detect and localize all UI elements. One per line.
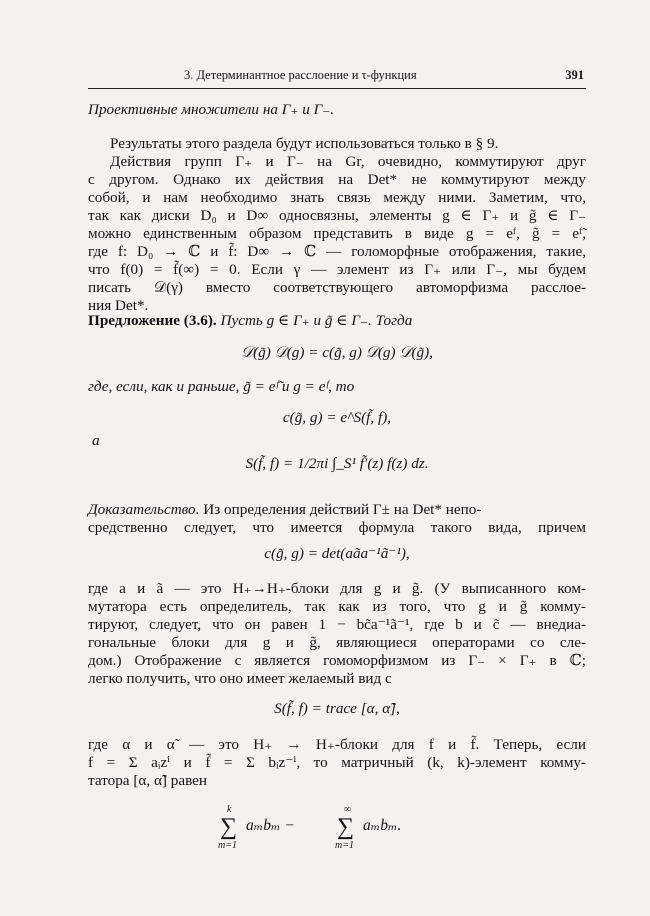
paragraph-line: Действия групп Γ₊ и Γ₋ на Gr, очевидно, коммутируют друг (110, 153, 586, 170)
paragraph-line: дом.) Отображение c является гомоморфизмом из Γ₋ × Γ₊ в ℂ; (88, 652, 586, 669)
page-header (88, 66, 586, 86)
paragraph-line: f = Σ aᵢzⁱ и f̃ = Σ bᵢz⁻ⁱ, то матричный (k, k)-элемент комму- (88, 754, 586, 771)
term1: aₘbₘ − (246, 817, 295, 834)
paragraph-line: тируют, следует, что он равен 1 − bc̃a⁻¹ã⁻¹, где b и c̃ — внедиа- (88, 616, 586, 633)
formula-final-sum (210, 805, 470, 865)
proof-line (88, 501, 586, 518)
running-title: 3. Детерминантное расслоение и τ-функция (184, 68, 417, 82)
proposition-line (88, 312, 586, 329)
formula-c: c(g̃, g) = e^S(f̃, f), (282, 409, 392, 426)
term2: aₘbₘ. (363, 817, 402, 834)
paragraph-line: легко получить, что оно имеет желаемый вид с (88, 670, 392, 687)
sum1-lower: m=1 (218, 840, 237, 851)
paragraph-line: где a и ã — это H₊→H₊-блоки для g и g̃. (У выписанного ком- (88, 580, 586, 597)
paragraph-line: с другом. Однако их действия на Det* не коммутируют между (88, 171, 586, 188)
paragraph-line: что f(0) = f̃(∞) = 0. Если γ — элемент из Γ₊ или Γ₋, мы будем (88, 261, 586, 278)
paragraph-line: гональные блоки для g и g̃, являющиеся операторами со сле- (88, 634, 586, 651)
formula-det: c(g̃, g) = det(aãa⁻¹ã⁻¹), (264, 545, 410, 562)
paragraph-line: где α и α̃ — это H₊ → H₊-блоки для f и f̃. Теперь, если (88, 736, 586, 753)
paragraph-line: где f: D₀ → ℂ и f̃: D∞ → ℂ — голоморфные отображения, такие, (88, 243, 586, 260)
paragraph-line: можно единственным образом представить в виде g = eᶠ, g̃ = eᶠ̃, (88, 225, 586, 242)
formula-commutator: 𝒟(g̃) 𝒟(g) = c(g̃, g) 𝒟(g) 𝒟(g̃), (241, 344, 433, 361)
sum2-lower: m=1 (335, 840, 354, 851)
header-rule (88, 88, 586, 89)
paragraph-line: мутатора есть определитель, так как из того, что g и g̃ комму- (88, 598, 586, 615)
proposition-text: Пусть g ∈ Γ₊ и g̃ ∈ Γ₋. Тогда (220, 312, 413, 329)
paragraph-line: татора [α, α̃] равен (88, 772, 208, 789)
proof-label: Доказательство. (88, 501, 200, 518)
paragraph-line: собой, и нам необходимо знать связь между ними. Заметим, что, (88, 189, 586, 206)
formula-condition: где, если, как и раньше, g̃ = eᶠ̃ и g = eᶠ, то (88, 378, 355, 395)
formula-S-integral: S(f̃, f) = 1/2πi ∫_S¹ f̃′(z) f(z) dz. (245, 455, 429, 472)
sum2-upper: ∞ (344, 804, 352, 815)
section-heading: Проективные множители на Γ₊ и Γ₋. (88, 101, 335, 118)
sigma-symbol: ∑ (337, 814, 355, 840)
paragraph-line: ния Det*. (88, 297, 149, 314)
paragraph-line: Результаты этого раздела будут использоваться только в § 9. (110, 135, 499, 152)
formula-trace: S(f̃, f) = trace [α, α̃], (274, 700, 400, 717)
proposition-label: Предложение (3.6). (88, 312, 217, 329)
sigma-symbol: ∑ (220, 814, 238, 840)
sum1-upper: k (227, 804, 232, 815)
paragraph-line: писать 𝒟(γ) вместо соответствующего автоморфизма расслое- (88, 279, 586, 296)
paragraph-line: средственно следует, что имеется формула такого вида, причем (88, 519, 586, 536)
conjunction-a: а (92, 432, 100, 449)
paragraph-line: так как диски D₀ и D∞ односвязны, элементы g ∈ Γ₊ и g̃ ∈ Γ₋ (88, 207, 586, 224)
page-number: 391 (565, 68, 584, 82)
proof-text: Из определения действий Γ± на Det* непо- (203, 501, 482, 518)
